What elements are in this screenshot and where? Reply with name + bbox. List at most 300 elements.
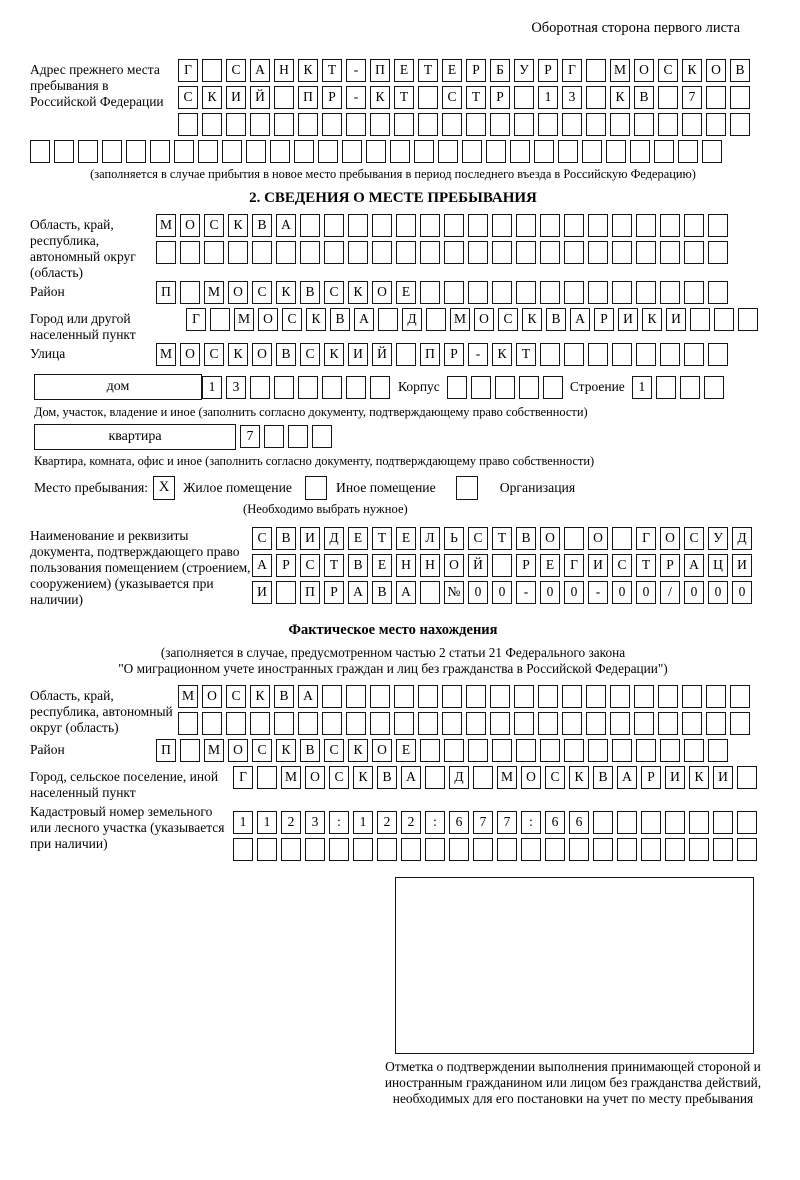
char-box[interactable] [521, 838, 541, 861]
char-box[interactable]: В [274, 685, 294, 708]
char-box[interactable]: С [178, 86, 198, 109]
char-box[interactable]: К [276, 739, 296, 762]
char-box[interactable]: : [425, 811, 445, 834]
char-box[interactable] [654, 140, 674, 163]
char-box[interactable]: Г [186, 308, 206, 331]
char-box[interactable]: О [588, 527, 608, 550]
char-box[interactable] [420, 241, 440, 264]
char-box[interactable]: С [658, 59, 678, 82]
char-box[interactable]: 6 [545, 811, 565, 834]
char-box[interactable]: 3 [226, 376, 246, 399]
char-box[interactable] [634, 685, 654, 708]
char-box[interactable] [706, 712, 726, 735]
char-box[interactable] [706, 685, 726, 708]
char-box[interactable]: 0 [612, 581, 632, 604]
char-box[interactable] [516, 739, 536, 762]
char-box[interactable]: О [202, 685, 222, 708]
char-box[interactable] [658, 113, 678, 136]
char-box[interactable] [564, 281, 584, 304]
char-box[interactable] [713, 838, 733, 861]
char-box[interactable]: П [300, 581, 320, 604]
char-box[interactable]: В [634, 86, 654, 109]
char-box[interactable] [730, 113, 750, 136]
char-box[interactable]: Б [490, 59, 510, 82]
char-box[interactable]: 0 [564, 581, 584, 604]
char-box[interactable]: Т [322, 59, 342, 82]
char-box[interactable] [438, 140, 458, 163]
char-box[interactable] [543, 376, 563, 399]
char-box[interactable] [682, 685, 702, 708]
char-box[interactable] [414, 140, 434, 163]
char-box[interactable] [324, 214, 344, 237]
char-box[interactable] [737, 766, 757, 789]
char-box[interactable] [394, 712, 414, 735]
char-box[interactable] [610, 712, 630, 735]
char-box[interactable]: К [370, 86, 390, 109]
char-box[interactable] [426, 308, 446, 331]
char-box[interactable]: В [593, 766, 613, 789]
char-box[interactable]: 0 [732, 581, 752, 604]
char-box[interactable] [706, 113, 726, 136]
char-box[interactable] [660, 241, 680, 264]
char-box[interactable]: Й [250, 86, 270, 109]
char-box[interactable]: М [178, 685, 198, 708]
char-box[interactable]: С [226, 685, 246, 708]
char-box[interactable] [102, 140, 122, 163]
char-box[interactable] [538, 685, 558, 708]
char-box[interactable] [636, 343, 656, 366]
char-box[interactable] [257, 838, 277, 861]
char-box[interactable]: 1 [233, 811, 253, 834]
char-box[interactable]: 7 [497, 811, 517, 834]
char-box[interactable] [394, 113, 414, 136]
char-box[interactable] [492, 214, 512, 237]
char-box[interactable] [300, 241, 320, 264]
char-box[interactable]: Е [394, 59, 414, 82]
char-box[interactable] [226, 712, 246, 735]
char-box[interactable] [322, 376, 342, 399]
char-box[interactable] [708, 343, 728, 366]
char-box[interactable]: С [329, 766, 349, 789]
char-box[interactable]: С [498, 308, 518, 331]
char-box[interactable]: - [346, 86, 366, 109]
char-box[interactable] [564, 527, 584, 550]
char-box[interactable]: 7 [473, 811, 493, 834]
char-box[interactable] [78, 140, 98, 163]
char-box[interactable]: Т [418, 59, 438, 82]
char-box[interactable] [514, 685, 534, 708]
char-box[interactable] [492, 554, 512, 577]
char-box[interactable]: И [732, 554, 752, 577]
char-box[interactable] [274, 113, 294, 136]
char-box[interactable] [689, 838, 709, 861]
char-box[interactable] [444, 739, 464, 762]
char-box[interactable] [322, 685, 342, 708]
char-box[interactable] [514, 712, 534, 735]
char-box[interactable] [636, 214, 656, 237]
char-box[interactable]: В [377, 766, 397, 789]
char-box[interactable]: 6 [449, 811, 469, 834]
char-box[interactable] [730, 86, 750, 109]
char-box[interactable] [473, 766, 493, 789]
char-box[interactable] [495, 376, 515, 399]
char-box[interactable]: И [666, 308, 686, 331]
char-box[interactable]: О [634, 59, 654, 82]
char-box[interactable] [462, 140, 482, 163]
char-box[interactable]: 1 [632, 376, 652, 399]
char-box[interactable]: Р [490, 86, 510, 109]
checkbox-other-premises[interactable] [305, 476, 327, 500]
char-box[interactable]: Р [324, 581, 344, 604]
char-box[interactable] [540, 214, 560, 237]
char-box[interactable]: К [353, 766, 373, 789]
char-box[interactable]: С [442, 86, 462, 109]
char-box[interactable]: К [348, 281, 368, 304]
char-box[interactable] [246, 140, 266, 163]
char-box[interactable]: К [250, 685, 270, 708]
char-box[interactable] [180, 241, 200, 264]
char-box[interactable]: С [468, 527, 488, 550]
char-box[interactable]: К [682, 59, 702, 82]
char-box[interactable] [346, 712, 366, 735]
char-box[interactable]: К [276, 281, 296, 304]
char-box[interactable] [582, 140, 602, 163]
char-box[interactable] [490, 685, 510, 708]
char-box[interactable] [353, 838, 373, 861]
char-box[interactable]: - [516, 581, 536, 604]
char-box[interactable]: О [444, 554, 464, 577]
char-box[interactable] [312, 425, 332, 448]
char-box[interactable] [250, 376, 270, 399]
char-box[interactable] [288, 425, 308, 448]
char-box[interactable]: В [300, 281, 320, 304]
char-box[interactable] [418, 685, 438, 708]
char-box[interactable]: Л [420, 527, 440, 550]
char-box[interactable] [305, 838, 325, 861]
char-box[interactable] [228, 241, 248, 264]
char-box[interactable]: И [300, 527, 320, 550]
char-box[interactable]: Р [516, 554, 536, 577]
char-box[interactable] [617, 811, 637, 834]
char-box[interactable]: Е [348, 527, 368, 550]
char-box[interactable] [665, 838, 685, 861]
char-box[interactable]: О [180, 214, 200, 237]
char-box[interactable] [300, 214, 320, 237]
char-box[interactable]: Г [636, 527, 656, 550]
char-box[interactable]: С [324, 739, 344, 762]
char-box[interactable]: 1 [202, 376, 222, 399]
char-box[interactable] [737, 838, 757, 861]
char-box[interactable]: 1 [353, 811, 373, 834]
char-box[interactable]: М [497, 766, 517, 789]
char-box[interactable]: 0 [540, 581, 560, 604]
char-box[interactable]: А [252, 554, 272, 577]
char-box[interactable]: К [689, 766, 709, 789]
char-box[interactable]: Д [402, 308, 422, 331]
char-box[interactable] [342, 140, 362, 163]
char-box[interactable] [678, 140, 698, 163]
char-box[interactable] [250, 113, 270, 136]
char-box[interactable] [708, 281, 728, 304]
char-box[interactable]: К [348, 739, 368, 762]
char-box[interactable] [737, 811, 757, 834]
char-box[interactable]: С [282, 308, 302, 331]
char-box[interactable]: И [618, 308, 638, 331]
char-box[interactable] [558, 140, 578, 163]
char-box[interactable] [516, 241, 536, 264]
char-box[interactable] [660, 343, 680, 366]
char-box[interactable]: М [450, 308, 470, 331]
char-box[interactable]: М [156, 214, 176, 237]
char-box[interactable]: И [252, 581, 272, 604]
char-box[interactable]: С [226, 59, 246, 82]
char-box[interactable]: № [444, 581, 464, 604]
char-box[interactable]: С [684, 527, 704, 550]
char-box[interactable] [492, 241, 512, 264]
char-box[interactable] [586, 712, 606, 735]
char-box[interactable] [630, 140, 650, 163]
char-box[interactable]: А [617, 766, 637, 789]
char-box[interactable] [396, 343, 416, 366]
char-box[interactable]: Р [322, 86, 342, 109]
char-box[interactable]: И [348, 343, 368, 366]
char-box[interactable]: 1 [538, 86, 558, 109]
char-box[interactable] [593, 838, 613, 861]
char-box[interactable]: С [612, 554, 632, 577]
char-box[interactable]: Е [396, 281, 416, 304]
char-box[interactable] [658, 712, 678, 735]
char-box[interactable]: К [228, 343, 248, 366]
char-box[interactable] [610, 113, 630, 136]
char-box[interactable]: В [252, 214, 272, 237]
char-box[interactable] [612, 241, 632, 264]
char-box[interactable] [444, 214, 464, 237]
char-box[interactable]: С [252, 281, 272, 304]
char-box[interactable]: О [540, 527, 560, 550]
char-box[interactable]: В [348, 554, 368, 577]
char-box[interactable] [30, 140, 50, 163]
char-box[interactable]: К [492, 343, 512, 366]
char-box[interactable] [198, 140, 218, 163]
char-box[interactable] [394, 685, 414, 708]
char-box[interactable]: Г [178, 59, 198, 82]
char-box[interactable] [730, 712, 750, 735]
char-box[interactable] [706, 86, 726, 109]
char-box[interactable]: С [252, 739, 272, 762]
char-box[interactable] [370, 113, 390, 136]
char-box[interactable] [680, 376, 700, 399]
char-box[interactable]: Н [396, 554, 416, 577]
char-box[interactable] [586, 86, 606, 109]
char-box[interactable] [202, 113, 222, 136]
char-box[interactable] [658, 685, 678, 708]
char-box[interactable]: Т [324, 554, 344, 577]
char-box[interactable] [593, 811, 613, 834]
char-box[interactable] [264, 425, 284, 448]
char-box[interactable] [468, 281, 488, 304]
char-box[interactable] [298, 113, 318, 136]
char-box[interactable]: М [204, 281, 224, 304]
char-box[interactable]: К [324, 343, 344, 366]
char-box[interactable]: : [329, 811, 349, 834]
char-box[interactable] [588, 214, 608, 237]
char-box[interactable] [588, 241, 608, 264]
char-box[interactable] [420, 739, 440, 762]
char-box[interactable] [322, 712, 342, 735]
char-box[interactable] [569, 838, 589, 861]
char-box[interactable] [612, 739, 632, 762]
char-box[interactable] [274, 712, 294, 735]
char-box[interactable]: В [276, 527, 296, 550]
char-box[interactable] [425, 766, 445, 789]
char-box[interactable]: 0 [636, 581, 656, 604]
char-box[interactable] [210, 308, 230, 331]
char-box[interactable]: 2 [281, 811, 301, 834]
char-box[interactable] [682, 712, 702, 735]
char-box[interactable] [390, 140, 410, 163]
char-box[interactable] [444, 241, 464, 264]
char-box[interactable]: Е [396, 739, 416, 762]
char-box[interactable] [294, 140, 314, 163]
char-box[interactable] [636, 739, 656, 762]
char-box[interactable]: П [370, 59, 390, 82]
char-box[interactable] [346, 376, 366, 399]
char-box[interactable] [54, 140, 74, 163]
char-box[interactable] [377, 838, 397, 861]
char-box[interactable] [370, 712, 390, 735]
char-box[interactable] [704, 376, 724, 399]
char-box[interactable]: 6 [569, 811, 589, 834]
char-box[interactable] [660, 739, 680, 762]
char-box[interactable] [684, 214, 704, 237]
char-box[interactable] [442, 113, 462, 136]
char-box[interactable] [492, 281, 512, 304]
char-box[interactable]: Г [564, 554, 584, 577]
char-box[interactable]: О [180, 343, 200, 366]
char-box[interactable] [418, 712, 438, 735]
char-box[interactable] [564, 343, 584, 366]
char-box[interactable] [702, 140, 722, 163]
char-box[interactable] [656, 376, 676, 399]
checkbox-organization[interactable] [456, 476, 478, 500]
char-box[interactable] [466, 712, 486, 735]
char-box[interactable] [641, 811, 661, 834]
char-box[interactable]: 3 [305, 811, 325, 834]
char-box[interactable]: М [204, 739, 224, 762]
char-box[interactable]: О [474, 308, 494, 331]
char-box[interactable] [401, 838, 421, 861]
char-box[interactable]: О [258, 308, 278, 331]
char-box[interactable] [516, 281, 536, 304]
char-box[interactable] [274, 86, 294, 109]
char-box[interactable]: О [228, 739, 248, 762]
char-box[interactable] [449, 838, 469, 861]
char-box[interactable] [298, 712, 318, 735]
char-box[interactable] [276, 581, 296, 604]
char-box[interactable]: К [202, 86, 222, 109]
char-box[interactable]: Ц [708, 554, 728, 577]
char-box[interactable]: 0 [468, 581, 488, 604]
char-box[interactable]: Д [732, 527, 752, 550]
char-box[interactable] [708, 214, 728, 237]
char-box[interactable]: В [300, 739, 320, 762]
char-box[interactable] [276, 241, 296, 264]
char-box[interactable]: Т [466, 86, 486, 109]
char-box[interactable]: Р [444, 343, 464, 366]
char-box[interactable]: С [204, 214, 224, 237]
char-box[interactable] [204, 241, 224, 264]
char-box[interactable]: У [514, 59, 534, 82]
char-box[interactable]: О [305, 766, 325, 789]
char-box[interactable] [420, 581, 440, 604]
char-box[interactable]: Р [660, 554, 680, 577]
char-box[interactable] [418, 86, 438, 109]
char-box[interactable] [641, 838, 661, 861]
char-box[interactable] [538, 113, 558, 136]
char-box[interactable] [418, 113, 438, 136]
char-box[interactable] [516, 214, 536, 237]
char-box[interactable] [634, 113, 654, 136]
char-box[interactable] [174, 140, 194, 163]
char-box[interactable] [586, 113, 606, 136]
char-box[interactable] [658, 86, 678, 109]
char-box[interactable] [540, 343, 560, 366]
char-box[interactable] [684, 281, 704, 304]
char-box[interactable]: 0 [492, 581, 512, 604]
char-box[interactable] [202, 712, 222, 735]
char-box[interactable]: - [588, 581, 608, 604]
char-box[interactable]: К [228, 214, 248, 237]
char-box[interactable]: - [468, 343, 488, 366]
char-box[interactable] [346, 113, 366, 136]
char-box[interactable]: Е [442, 59, 462, 82]
char-box[interactable] [545, 838, 565, 861]
char-box[interactable] [660, 281, 680, 304]
char-box[interactable] [425, 838, 445, 861]
char-box[interactable] [420, 281, 440, 304]
char-box[interactable] [690, 308, 710, 331]
char-box[interactable] [274, 376, 294, 399]
char-box[interactable] [538, 712, 558, 735]
char-box[interactable] [682, 113, 702, 136]
char-box[interactable]: В [730, 59, 750, 82]
char-box[interactable]: / [660, 581, 680, 604]
char-box[interactable]: К [642, 308, 662, 331]
char-box[interactable] [178, 712, 198, 735]
char-box[interactable] [588, 281, 608, 304]
char-box[interactable] [708, 739, 728, 762]
char-box[interactable] [329, 838, 349, 861]
char-box[interactable] [708, 241, 728, 264]
char-box[interactable] [714, 308, 734, 331]
char-box[interactable] [540, 241, 560, 264]
char-box[interactable]: Е [396, 527, 416, 550]
char-box[interactable]: Н [274, 59, 294, 82]
char-box[interactable] [180, 739, 200, 762]
char-box[interactable] [588, 343, 608, 366]
char-box[interactable]: В [516, 527, 536, 550]
char-box[interactable]: Т [372, 527, 392, 550]
char-box[interactable] [322, 113, 342, 136]
char-box[interactable]: В [372, 581, 392, 604]
char-box[interactable]: 0 [708, 581, 728, 604]
char-box[interactable] [156, 241, 176, 264]
char-box[interactable]: М [281, 766, 301, 789]
char-box[interactable] [250, 712, 270, 735]
char-box[interactable] [617, 838, 637, 861]
char-box[interactable] [636, 241, 656, 264]
char-box[interactable]: Д [324, 527, 344, 550]
